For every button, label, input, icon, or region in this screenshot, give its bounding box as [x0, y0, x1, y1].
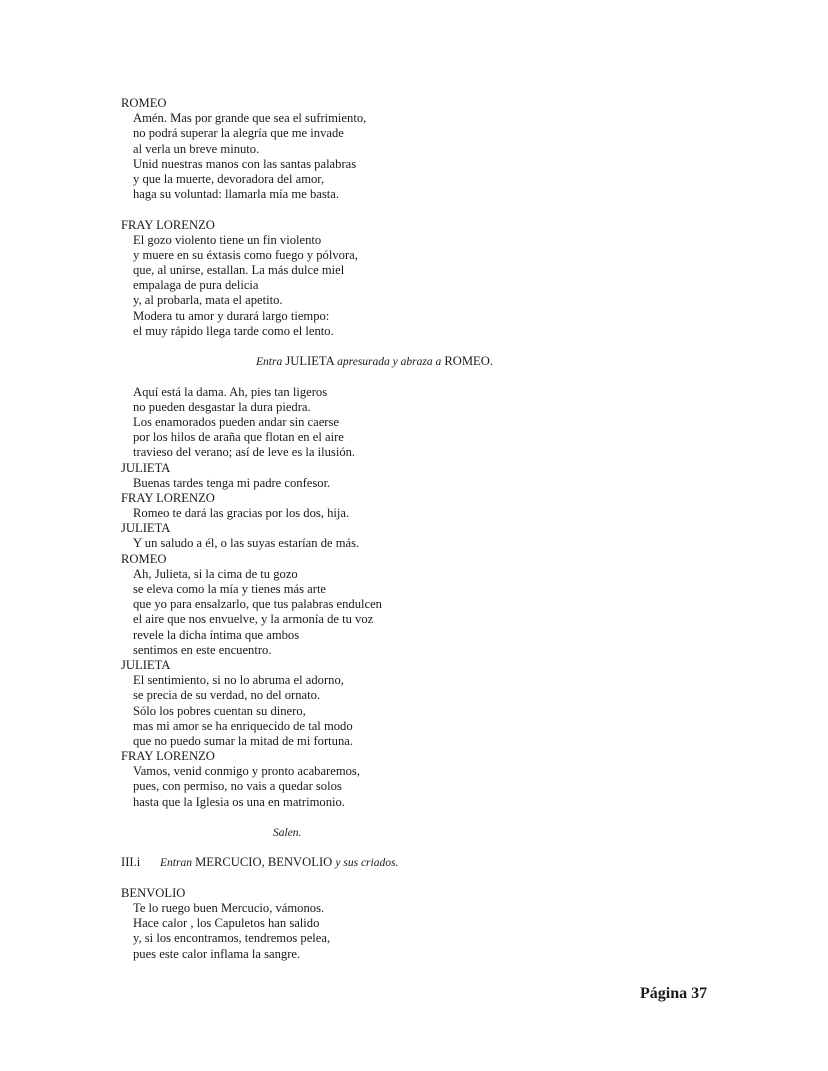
verse-line: Unid nuestras manos con las santas palabras	[133, 156, 357, 171]
stage-direction-italic: Salen.	[273, 827, 302, 839]
verse-line: Modera tu amor y durará largo tiempo:	[133, 308, 330, 323]
verse-line: Hace calor , los Capuletos han salido	[133, 916, 320, 931]
verse-line: Vamos, venid conmigo y pronto acabaremos,	[133, 764, 360, 779]
blank-line	[121, 871, 721, 886]
stage-direction	[121, 354, 721, 369]
verse-line: pues, con permiso, no vais a quedar solos	[133, 779, 342, 794]
blank-line	[121, 339, 721, 354]
verse-line: Los enamorados pueden andar sin caerse	[133, 414, 339, 429]
verse-line: haga su voluntad: llamarla mía me basta.	[133, 187, 339, 202]
page-number: Página 37	[640, 985, 708, 1002]
verse-line: y que la muerte, devoradora del amor,	[133, 171, 325, 186]
verse-line: y, si los encontramos, tendremos pelea,	[133, 931, 331, 946]
blank-line	[121, 202, 721, 217]
stage-direction-name: JULIETA	[282, 354, 338, 369]
stage-direction-name: ROMEO.	[441, 354, 493, 369]
stage-direction-italic: y sus criados.	[335, 857, 399, 870]
verse-line: Amén. Mas por grande que sea el sufrimiento,	[133, 111, 367, 126]
blank-line	[121, 369, 721, 384]
verse-line: se eleva como la mía y tienes más arte	[133, 582, 327, 596]
verse-line: Romeo te dará las gracias por los dos, hija.	[133, 506, 350, 521]
verse-line: revele la dicha íntima que ambos	[133, 627, 300, 642]
speaker-name: JULIETA	[121, 460, 171, 475]
speaker-name: ROMEO	[121, 96, 167, 110]
verse-line: travieso del verano; así de leve es la ilusión.	[133, 445, 356, 460]
speaker-name: FRAY LORENZO	[121, 490, 215, 505]
verse-line: al verla un breve minuto.	[133, 141, 260, 156]
speaker-name: JULIETA	[121, 521, 171, 536]
verse-line: por los hilos de araña que flotan en el aire	[133, 430, 344, 445]
verse-line: y, al probarla, mata el apetito.	[133, 293, 283, 308]
verse-line: mas mi amor se ha enriquecido de tal modo	[133, 718, 353, 733]
speaker-name: FRAY LORENZO	[121, 749, 215, 764]
blank-line	[121, 840, 721, 855]
speaker-name: JULIETA	[121, 657, 171, 672]
verse-line: y muere en su éxtasis como fuego y pólvora,	[133, 247, 358, 262]
verse-line: que no puedo sumar la mitad de mi fortuna.	[133, 733, 353, 748]
verse-line: Te lo ruego buen Mercucio, vámonos.	[133, 900, 325, 915]
verse-line: El sentimiento, si no lo abruma el adorno,	[133, 673, 344, 688]
verse-line: no pueden desgastar la dura piedra.	[133, 399, 311, 414]
verse-line: Sólo los pobres cuentan su dinero,	[133, 703, 306, 718]
verse-line: no podrá superar la alegría que me invade	[133, 126, 344, 141]
verse-line: se precia de su verdad, no del ornato.	[133, 688, 321, 703]
stage-direction-name: MERCUCIO, BENVOLIO	[191, 855, 336, 870]
verse-line: Ah, Julieta, si la cima de tu gozo	[133, 566, 298, 581]
blank-line	[121, 810, 721, 825]
speaker-name: ROMEO	[121, 551, 167, 566]
stage-direction	[121, 825, 721, 840]
stage-direction-italic: Entra	[256, 356, 283, 369]
verse-line: hasta que la Iglesia os una en matrimonio.	[133, 794, 345, 809]
verse-line: Y un saludo a él, o las suyas estarían de más.	[133, 536, 360, 551]
verse-line: el muy rápido llega tarde como el lento.	[133, 323, 334, 338]
speaker-name: BENVOLIO	[121, 885, 186, 900]
scene-number: III.i	[121, 855, 141, 870]
verse-line: que, al unirse, estallan. La más dulce miel	[133, 263, 345, 278]
stage-direction-italic: Entran	[160, 857, 192, 870]
verse-line: Buenas tardes tenga mi padre confesor.	[133, 475, 331, 490]
verse-line: sentimos en este encuentro.	[133, 642, 272, 657]
play-text	[121, 96, 721, 962]
verse-line: el aire que nos envuelve, y la armonía de tu voz	[133, 612, 374, 627]
verse-line: pues este calor inflama la sangre.	[133, 946, 301, 961]
verse-line: El gozo violento tiene un fin violento	[133, 232, 322, 247]
scene-heading	[121, 855, 721, 870]
verse-line: que yo para ensalzarlo, que tus palabras endulcen	[133, 597, 382, 612]
speaker-name: FRAY LORENZO	[121, 217, 215, 232]
verse-line: empalaga de pura delicia	[133, 278, 259, 293]
verse-line: Aquí está la dama. Ah, pies tan ligeros	[133, 384, 328, 399]
stage-direction-italic: apresurada y abraza a	[337, 356, 442, 369]
